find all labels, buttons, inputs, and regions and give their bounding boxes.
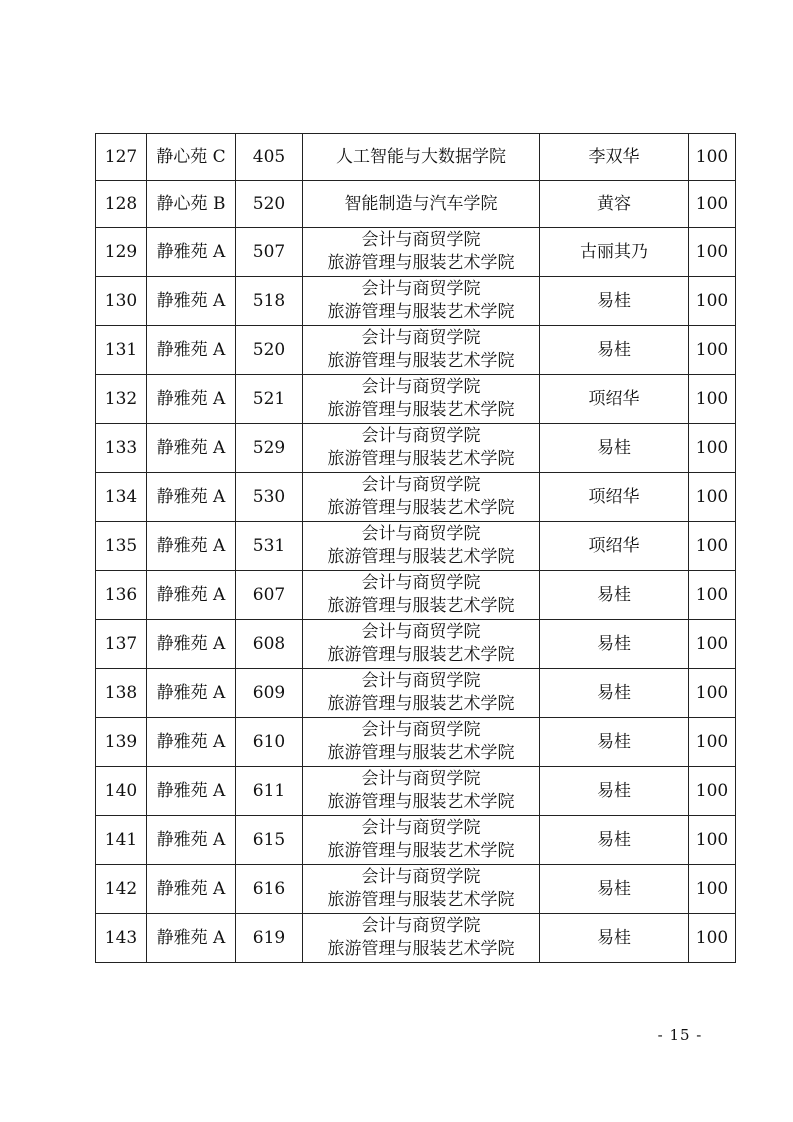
row-number-cell: 131 xyxy=(96,326,147,375)
building-cell: 静雅苑 A xyxy=(147,277,236,326)
college-name-line: 旅游管理与服装艺术学院 xyxy=(327,890,515,910)
college-name-line: 会计与商贸学院 xyxy=(361,818,481,838)
building-cell: 静雅苑 A xyxy=(147,865,236,914)
row-number-cell: 135 xyxy=(96,522,147,571)
row-number-cell: 142 xyxy=(96,865,147,914)
college-name-line: 会计与商贸学院 xyxy=(361,377,481,397)
person-in-charge-cell: 项绍华 xyxy=(540,473,689,522)
score-cell: 100 xyxy=(689,277,736,326)
score-cell: 100 xyxy=(689,718,736,767)
college-name-line: 会计与商贸学院 xyxy=(361,622,481,642)
college-cell xyxy=(303,914,540,963)
score-cell: 100 xyxy=(689,620,736,669)
building-cell: 静雅苑 A xyxy=(147,767,236,816)
table-row xyxy=(96,375,736,424)
building-cell: 静雅苑 A xyxy=(147,522,236,571)
college-name-line: 旅游管理与服装艺术学院 xyxy=(327,302,515,322)
college-name-line: 旅游管理与服装艺术学院 xyxy=(327,253,515,273)
college-cell xyxy=(303,620,540,669)
page-number: - 15 - xyxy=(657,1026,703,1044)
room-number-cell: 615 xyxy=(236,816,303,865)
room-number-cell: 529 xyxy=(236,424,303,473)
row-number-cell: 129 xyxy=(96,228,147,277)
room-number-cell: 507 xyxy=(236,228,303,277)
table-row xyxy=(96,914,736,963)
table-row xyxy=(96,522,736,571)
college-cell xyxy=(303,718,540,767)
row-number-cell: 133 xyxy=(96,424,147,473)
row-number-cell: 139 xyxy=(96,718,147,767)
table-row xyxy=(96,134,736,181)
person-in-charge-cell: 易桂 xyxy=(540,865,689,914)
row-number-cell: 143 xyxy=(96,914,147,963)
building-cell: 静雅苑 A xyxy=(147,228,236,277)
score-cell: 100 xyxy=(689,669,736,718)
row-number-cell: 136 xyxy=(96,571,147,620)
room-number-cell: 520 xyxy=(236,326,303,375)
table-row xyxy=(96,326,736,375)
row-number-cell: 128 xyxy=(96,181,147,228)
table-body xyxy=(96,134,736,963)
table-row xyxy=(96,473,736,522)
college-name-line: 旅游管理与服装艺术学院 xyxy=(327,792,515,812)
college-cell xyxy=(303,473,540,522)
person-in-charge-cell: 易桂 xyxy=(540,914,689,963)
college-name-line: 会计与商贸学院 xyxy=(361,573,481,593)
room-number-cell: 611 xyxy=(236,767,303,816)
college-name-line: 会计与商贸学院 xyxy=(361,867,481,887)
college-cell xyxy=(303,571,540,620)
building-cell: 静雅苑 A xyxy=(147,669,236,718)
dormitory-score-table xyxy=(95,133,736,963)
college-name-line: 会计与商贸学院 xyxy=(361,328,481,348)
table-row xyxy=(96,181,736,228)
college-name-line: 会计与商贸学院 xyxy=(361,916,481,936)
person-in-charge-cell: 易桂 xyxy=(540,571,689,620)
score-cell: 100 xyxy=(689,228,736,277)
room-number-cell: 616 xyxy=(236,865,303,914)
score-cell: 100 xyxy=(689,134,736,181)
college-cell xyxy=(303,228,540,277)
college-cell xyxy=(303,326,540,375)
table-row xyxy=(96,718,736,767)
row-number-cell: 137 xyxy=(96,620,147,669)
college-cell xyxy=(303,816,540,865)
college-name-line: 旅游管理与服装艺术学院 xyxy=(327,939,515,959)
row-number-cell: 140 xyxy=(96,767,147,816)
room-number-cell: 609 xyxy=(236,669,303,718)
building-cell: 静雅苑 A xyxy=(147,620,236,669)
person-in-charge-cell: 易桂 xyxy=(540,277,689,326)
college-cell xyxy=(303,424,540,473)
person-in-charge-cell: 易桂 xyxy=(540,767,689,816)
row-number-cell: 134 xyxy=(96,473,147,522)
table-row xyxy=(96,816,736,865)
room-number-cell: 405 xyxy=(236,134,303,181)
college-name-line: 会计与商贸学院 xyxy=(361,230,481,250)
college-name-line: 旅游管理与服装艺术学院 xyxy=(327,351,515,371)
person-in-charge-cell: 易桂 xyxy=(540,718,689,767)
college-cell xyxy=(303,134,540,181)
college-cell xyxy=(303,277,540,326)
building-cell: 静雅苑 A xyxy=(147,424,236,473)
person-in-charge-cell: 易桂 xyxy=(540,620,689,669)
building-cell: 静心苑 C xyxy=(147,134,236,181)
table-row xyxy=(96,669,736,718)
building-cell: 静雅苑 A xyxy=(147,718,236,767)
score-cell: 100 xyxy=(689,914,736,963)
room-number-cell: 530 xyxy=(236,473,303,522)
person-in-charge-cell: 黄容 xyxy=(540,181,689,228)
person-in-charge-cell: 李双华 xyxy=(540,134,689,181)
building-cell: 静雅苑 A xyxy=(147,816,236,865)
score-cell: 100 xyxy=(689,181,736,228)
score-cell: 100 xyxy=(689,865,736,914)
person-in-charge-cell: 项绍华 xyxy=(540,522,689,571)
person-in-charge-cell: 古丽其乃 xyxy=(540,228,689,277)
person-in-charge-cell: 项绍华 xyxy=(540,375,689,424)
building-cell: 静雅苑 A xyxy=(147,473,236,522)
score-cell: 100 xyxy=(689,424,736,473)
college-name-line: 旅游管理与服装艺术学院 xyxy=(327,400,515,420)
room-number-cell: 531 xyxy=(236,522,303,571)
score-cell: 100 xyxy=(689,326,736,375)
row-number-cell: 130 xyxy=(96,277,147,326)
building-cell: 静雅苑 A xyxy=(147,571,236,620)
college-name-line: 会计与商贸学院 xyxy=(361,720,481,740)
college-name-line: 旅游管理与服装艺术学院 xyxy=(327,694,515,714)
room-number-cell: 619 xyxy=(236,914,303,963)
college-name-line: 会计与商贸学院 xyxy=(361,279,481,299)
table-row xyxy=(96,620,736,669)
college-name-line: 旅游管理与服装艺术学院 xyxy=(327,596,515,616)
table-row xyxy=(96,277,736,326)
college-cell xyxy=(303,669,540,718)
college-name-line: 旅游管理与服装艺术学院 xyxy=(327,449,515,469)
row-number-cell: 132 xyxy=(96,375,147,424)
building-cell: 静雅苑 A xyxy=(147,326,236,375)
room-number-cell: 608 xyxy=(236,620,303,669)
college-name-line: 会计与商贸学院 xyxy=(361,671,481,691)
person-in-charge-cell: 易桂 xyxy=(540,424,689,473)
college-name-line: 旅游管理与服装艺术学院 xyxy=(327,645,515,665)
college-name-line: 智能制造与汽车学院 xyxy=(344,193,498,214)
row-number-cell: 138 xyxy=(96,669,147,718)
score-cell: 100 xyxy=(689,571,736,620)
table-row xyxy=(96,228,736,277)
college-name-line: 旅游管理与服装艺术学院 xyxy=(327,547,515,567)
college-name-line: 会计与商贸学院 xyxy=(361,769,481,789)
building-cell: 静雅苑 A xyxy=(147,375,236,424)
college-name-line: 会计与商贸学院 xyxy=(361,426,481,446)
college-cell xyxy=(303,375,540,424)
college-cell xyxy=(303,522,540,571)
score-cell: 100 xyxy=(689,816,736,865)
college-name-line: 旅游管理与服装艺术学院 xyxy=(327,841,515,861)
college-cell xyxy=(303,865,540,914)
row-number-cell: 127 xyxy=(96,134,147,181)
college-name-line: 旅游管理与服装艺术学院 xyxy=(327,498,515,518)
person-in-charge-cell: 易桂 xyxy=(540,326,689,375)
table-row xyxy=(96,571,736,620)
room-number-cell: 610 xyxy=(236,718,303,767)
row-number-cell: 141 xyxy=(96,816,147,865)
college-cell xyxy=(303,767,540,816)
college-cell xyxy=(303,181,540,228)
building-cell: 静雅苑 A xyxy=(147,914,236,963)
table-row xyxy=(96,767,736,816)
person-in-charge-cell: 易桂 xyxy=(540,816,689,865)
score-cell: 100 xyxy=(689,522,736,571)
college-name-line: 会计与商贸学院 xyxy=(361,524,481,544)
score-cell: 100 xyxy=(689,375,736,424)
person-in-charge-cell: 易桂 xyxy=(540,669,689,718)
room-number-cell: 607 xyxy=(236,571,303,620)
room-number-cell: 520 xyxy=(236,181,303,228)
college-name-line: 人工智能与大数据学院 xyxy=(336,146,506,167)
table-row xyxy=(96,424,736,473)
score-cell: 100 xyxy=(689,767,736,816)
table-row xyxy=(96,865,736,914)
building-cell: 静心苑 B xyxy=(147,181,236,228)
score-cell: 100 xyxy=(689,473,736,522)
college-name-line: 旅游管理与服装艺术学院 xyxy=(327,743,515,763)
room-number-cell: 521 xyxy=(236,375,303,424)
room-number-cell: 518 xyxy=(236,277,303,326)
college-name-line: 会计与商贸学院 xyxy=(361,475,481,495)
